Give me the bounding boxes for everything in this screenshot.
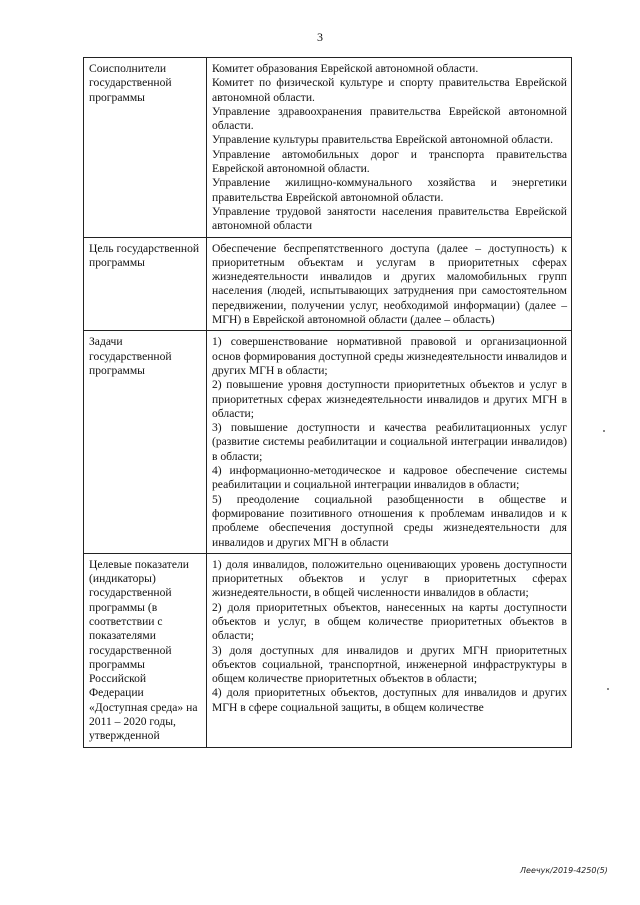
co-executor-item: Управление культуры правительства Еврейской автономной области. [212,133,554,147]
document-registration-code: Леечук/2019-4250(5) [520,866,608,875]
co-executor-item: Комитет по физической культуре и спорту правительства Еврейской автономной области. [212,76,567,104]
program-passport-table [83,57,572,748]
row-value-co-executors [207,58,572,238]
table-row-indicators [84,553,572,747]
task-item: 1) совершенствование нормативной правовой и организационной основ формирования доступной среды жизнедеятельности инвалидов и других МГН в области; [212,335,567,377]
row-label-tasks: Задачи государственной программы [84,331,207,553]
task-item: 3) повышение доступности и качества реабилитационных услуг (развитие системы реабилитации и социальной интеграции инвалидов) в области; [212,421,567,463]
table-row-goal [84,237,572,331]
row-label-indicators: Целевые показатели (индикаторы) государственной программы (в соответствии с показателями государственной программы Российской Федерации «Доступная среда» на 2011 – 2020 годы, утвержденной [84,553,207,747]
table-row-tasks [84,331,572,553]
goal-text: Обеспечение беспрепятственного доступа (далее – доступность) к приоритетным объектам и услугам в приоритетных сферах жизнедеятельности инвалидов и других маломобильных групп населения (людей, испытывающих затруднения при самостоятельном передвижении, получении услуг, необходимой информации) (далее – МГН) в Еврейской автономной области (далее – область) [212,241,567,327]
co-executor-item: Управление здравоохранения правительства Еврейской автономной области. [212,104,567,133]
row-label-co-executors: Соисполнители государственной программы [84,58,207,238]
row-label-goal: Цель государственной программы [84,237,207,331]
row-value-indicators [207,553,572,747]
row-value-tasks [207,331,572,553]
page-number: 3 [317,30,323,44]
task-item: 5) преодоление социальной разобщенности в обществе и формирование позитивного отношения к проблемам инвалидов и к проблеме обеспечения доступной среды жизнедеятельности для инвалидов и других МГН в области [212,492,567,549]
scan-artifact [603,430,605,432]
scan-artifact [607,688,609,690]
row-value-goal [207,237,572,331]
co-executor-item: Управление жилищно-коммунального хозяйства и энергетики правительства Еврейской автономной области. [212,176,567,204]
co-executor-item: Комитет образования Еврейской автономной области. [212,62,479,75]
co-executor-item: Управление трудовой занятости населения правительства Еврейской автономной области [212,204,567,233]
indicator-item: 4) доля приоритетных объектов, доступных для инвалидов и других МГН в сфере социальной защиты, в общем количестве [212,686,567,714]
task-item: 2) повышение уровня доступности приоритетных объектов и услуг в приоритетных сферах жизнедеятельности инвалидов и других МГН в области; [212,378,567,420]
task-item: 4) информационно-методическое и кадровое обеспечение системы реабилитации и социальной интеграции инвалидов в области; [212,464,567,492]
table-row-co-executors [84,58,572,238]
indicator-item: 3) доля доступных для инвалидов и других МГН приоритетных объектов социальной, транспортной, инженерной инфраструктуры в общем количестве приоритетных объектов в области; [212,643,567,686]
indicator-item: 2) доля приоритетных объектов, нанесенных на карты доступности объектов и услуг, в общем количестве приоритетных объектов в области; [212,600,567,643]
co-executor-item: Управление автомобильных дорог и транспорта правительства Еврейской автономной области. [212,147,567,176]
indicator-item: 1) доля инвалидов, положительно оценивающих уровень доступности приоритетных объектов и услуг в приоритетных сферах жизнедеятельности, в общей численности инвалидов в области; [212,557,567,600]
